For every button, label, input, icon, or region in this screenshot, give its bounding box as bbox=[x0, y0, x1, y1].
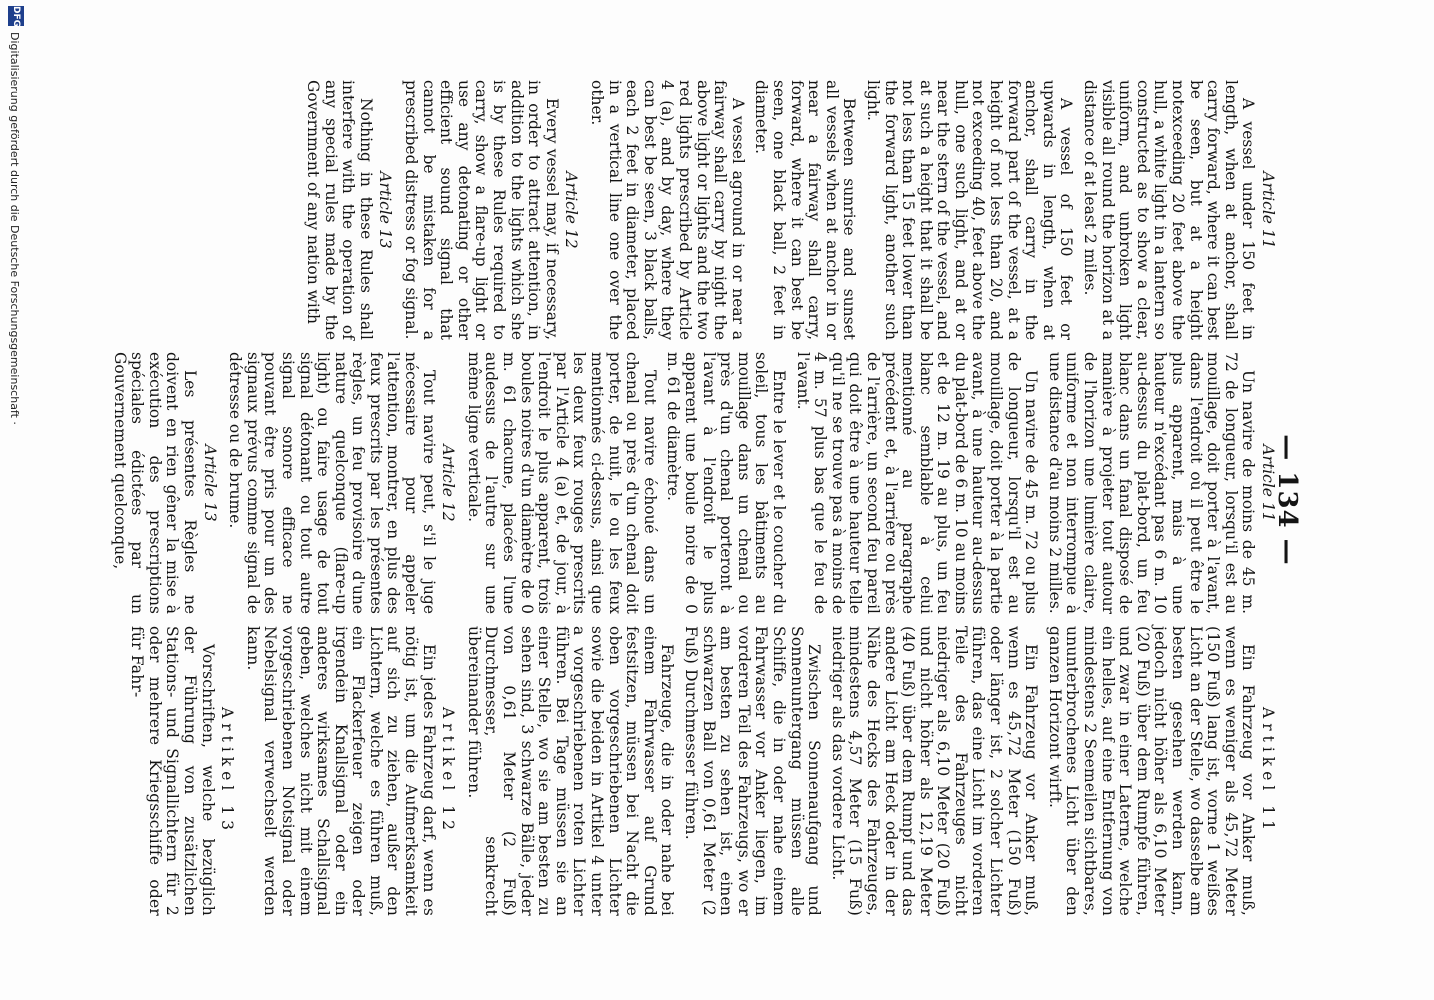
paragraph: Tout navire échoué dans un chenal ou près d'un chenal doit porter, de nuit, le ou les feux mentionnés ci-dessus, ainsi que les deux feux rouges prescrits par l'Article 4 (a) et, de jour, à l'endroit le plus apparent, trois boules noires d'un diamètre de 0 m. 61 chacune, placées l'une audessus de l'autre sur une même ligne verticale. bbox=[464, 352, 659, 614]
page-number: — 134 — bbox=[1272, 434, 1302, 566]
article-11-de bbox=[464, 626, 1276, 916]
paragraph: Ein jedes Fahrzeug darf, wenn es nötig ist, um die Aufmerksamkeit auf sich zu ziehen, außer den Lichtern, welche es führen muß, ein Flackerfeuer zeigen oder irgendein Knallsignal oder ein anderes wirksames Schallsignal geben, welches nicht mit einem vorgeschriebenen Notsignal oder Nebelsignal verwechselt werden kann. bbox=[243, 626, 438, 916]
article-13-en bbox=[304, 80, 394, 340]
article-heading: Article 13 bbox=[376, 171, 395, 249]
article-heading: Article 12 bbox=[562, 171, 581, 249]
paragraph: Between sunrise and sunset all vessels when at anchor in or near a fairway shall carry, forward, where it can best be seen, one black ball, 2 feet in diameter. bbox=[752, 80, 859, 340]
paragraph: Entre le lever et le coucher du soleil, tous les bâtiments au mouillage dans un chenal ou près d'un chenal porteront à l'avant à l'endroit le plus apparent une boule noire de 0 m. 61 de diamètre. bbox=[664, 352, 788, 614]
english-column bbox=[120, 80, 1280, 340]
article-13-fr bbox=[110, 352, 218, 614]
paragraph: Nothing in these Rules shall interfere with the operation of any special rules made by the Government of any nation with bbox=[304, 80, 375, 340]
article-heading: Artikel 13 bbox=[218, 707, 237, 835]
paragraph: Un navire de moins de 45 m. 72 de longueur, lorsqu'il est au mouillage, doit porter à l'avant, dans l'endroit où il peut être le plus apparent, mais à une hauteur n'excédant pas 6 m. 10 au-dessus du plat-bord, un feu blanc dans un fanal disposé de manière à projeter tout autour de l'horizon une lumière claire, uniforme et non interrompue à une distance d'au moins 2 milles. bbox=[1045, 352, 1258, 614]
dfg-logo-icon: DFG bbox=[8, 6, 24, 26]
paragraph: A vessel under 150 feet in length, when at anchor, shall carry forward, where it can best be seen, but at a height notexceeding 20 feet above the hull, a white light in a lantern so constructed as to show a clear, uniform, and unbroken light visible all round the horizon at a distance of at least 2 miles. bbox=[1081, 80, 1258, 340]
paragraph: A vessel aground in or near a fairway shall carry by night the above light or lights and the two red lights prescribed by Article 4 (a), and by day, where they can best be seen, 3 black balls, each 2 feet in diameter, placed in a vertical line one over the other. bbox=[588, 80, 747, 340]
article-12-en bbox=[402, 80, 580, 340]
article-13-de bbox=[128, 626, 236, 916]
credit-text: Digitalisierung gefördert durch die Deutsche Forschungsgemeinschaft · bbox=[8, 32, 21, 425]
paragraph: Un navire de 45 m. 72 ou plus de longueur, lorsqu'il est au mouillage, doit porter à la partie avant, à une hauteur au-dessus du plat-bord de 6 m. 10 au moins et de 12 m. 19 au plus, un feu blanc semblable à celui mentionné au paragraphe précédent et, à l'arrière ou près de l'arrière, un second feu pareil qui doit être à une hauteur telle qu'il ne se trouve pas à moins de 4 m. 57 plus bas que le feu de l'avant. bbox=[793, 352, 1041, 614]
article-12-de bbox=[243, 626, 456, 916]
german-column bbox=[120, 626, 1280, 916]
paragraph: A vessel of 150 feet or upwards in length, when at anchor, shall carry in the forward part of the vessel, at a height of not less than 20, and not exceeding 40, feet above the hull, one such light, and at or near the stern of the vessel, and at such a height that it shall be not less than 15 feet lower than the forward light, another such light. bbox=[863, 80, 1076, 340]
french-column bbox=[110, 352, 1280, 614]
article-heading: Article 13 bbox=[200, 444, 219, 522]
article-11-en bbox=[587, 80, 1276, 340]
paragraph: Vorschriften, welche bezüglich der Führung von zusätzlichen Stations- und Signallichtern für 2 oder mehrere Kriegsschiffe oder für Fahr- bbox=[128, 626, 217, 916]
article-11-fr bbox=[464, 352, 1276, 614]
digitization-credit bbox=[6, 0, 26, 1000]
article-heading: Article 11 bbox=[1259, 171, 1277, 249]
article-heading: Article 12 bbox=[439, 444, 458, 522]
paragraph: Ein Fahrzeug vor Anker muß, wenn es weniger als 45,72 Meter (150 Fuß) lang ist, vorne 1 weißes Licht an der Stelle, wo dasselbe am besten gesehen werden kann, jedoch nicht höher als 6,10 Meter (20 Fuß) über dem Rumpfe führen, und zwar in einer Laterne, welche ein helles, auf eine Entfernung von mindestens 2 Seemeilen sichtbares, ununterbrochenes Licht über den ganzen Horizont wirft. bbox=[1045, 626, 1258, 916]
article-heading: Artikel 12 bbox=[439, 707, 458, 835]
paragraph: Zwischen Sonnenaufgang und Sonnenuntergang müssen alle Schiffe, die in oder nahe einem Fahrwasser vor Anker liegen, im vorderen Teil des Fahrzeugs, wo er am besten zu sehen ist, einen schwarzen Ball von 0,61 Meter (2 Fuß) Durchmesser führen. bbox=[682, 626, 824, 916]
article-heading: Artikel 11 bbox=[1259, 707, 1277, 835]
paragraph: Ein Fahrzeug vor Anker muß, wenn es 45,72 Meter (150 Fuß) oder länger ist, 2 solcher Lichter führen, das eine Licht im vorderen Teile des Fahrzeuges nicht niedriger als 6,10 Meter (20 Fuß) und nicht höher als 12,19 Meter (40 Fuß) über dem Rumpf und das andere Licht am Heck oder in der Nähe des Hecks des Fahrzeuges, mindestens 4,57 Meter (15 Fuß) niedriger als das vordere Licht. bbox=[828, 626, 1041, 916]
paragraph: Fahrzeuge, die in oder nahe bei einem Fahrwasser auf Grund festsitzen, müssen bei Nacht die oben vorgeschriebenen Lichter sowie die beiden in Artikel 4 unter a vorgeschriebenen roten Lichter führen. Bei Tage müssen sie an einer Stelle, wo sie am besten zu sehen sind, 3 schwarze Bälle, jeder von 0,61 Meter (2 Fuß) Durchmesser, senkrecht übereinander führen. bbox=[464, 626, 677, 916]
article-12-fr bbox=[226, 352, 457, 614]
paragraph: Tout navire peut, s'il le juge nécessaire pour appeler l'attention, montrer, en plus des feux prescrits par les présentes règles, un feu provisoire d'une nature quelconque (flare-up light) ou faire usage de tout signal détonant ou tout autre signal sonore efficace ne pouvant être pris pour un des signaux prévus comme signal de détresse ou de brume. bbox=[226, 352, 438, 614]
paragraph: Les présentes Règles ne doivent en rien gêner la mise à exécution des prescriptions spéciales édictées par un Gouvernement quelconque, bbox=[110, 352, 199, 614]
paragraph: Every vessel may, if necessary, in order to attract attention, in addition to the lights which she is by these Rules required to carry, show a flare-up light or use any detonating or other efficient sound signal that cannot be mistaken for a prescribed distress or fog signal. bbox=[402, 80, 561, 340]
article-heading: Article 11 bbox=[1259, 444, 1277, 522]
